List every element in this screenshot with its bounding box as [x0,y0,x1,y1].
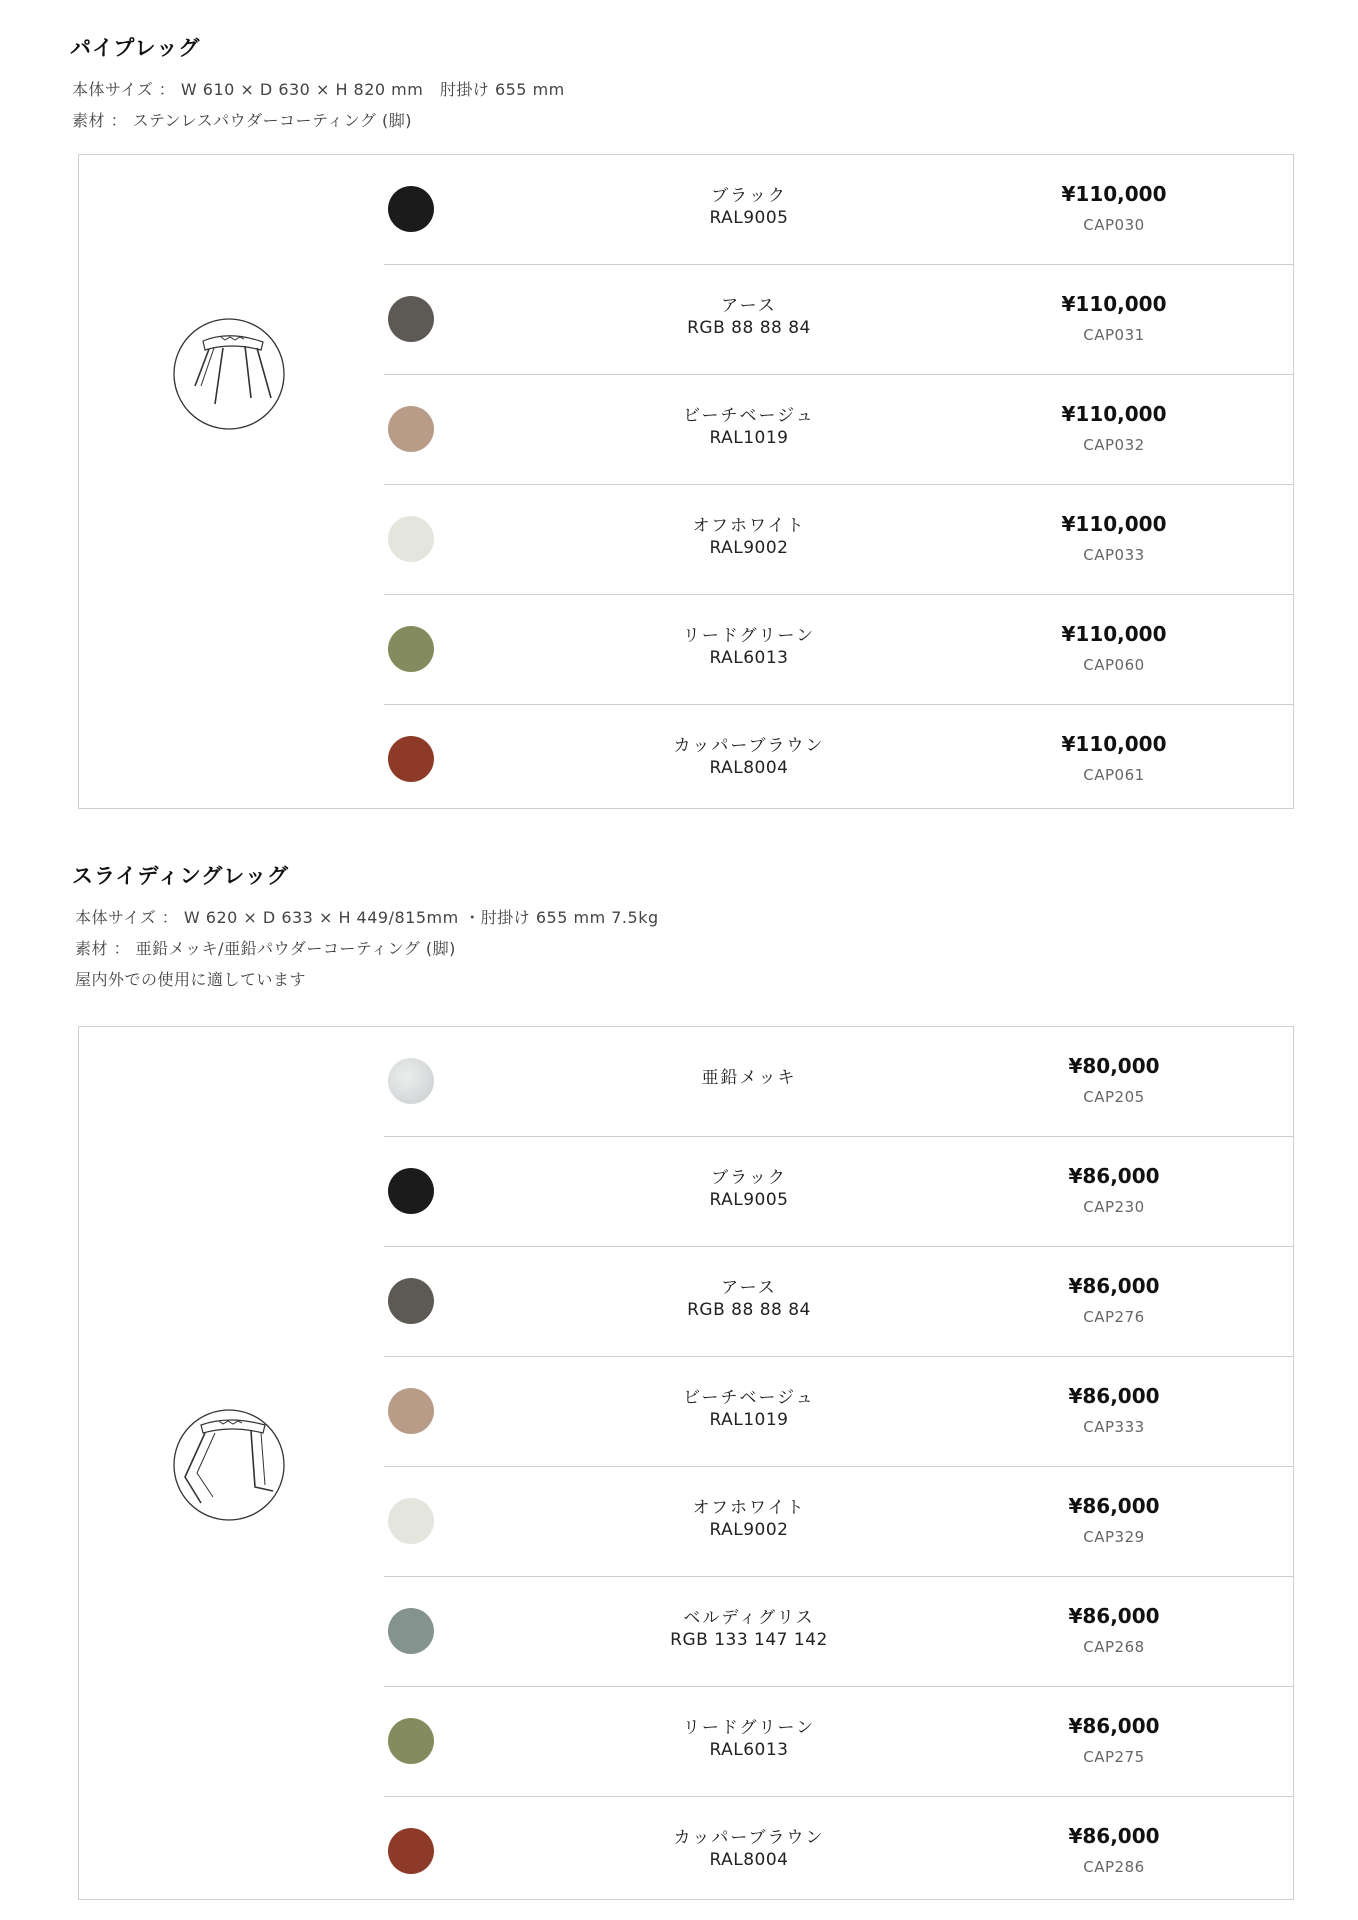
pipe-leg-chair-icon [171,316,287,432]
price: ¥86,000 [1068,1714,1160,1738]
color-swatch [388,406,434,452]
product-code: CAP286 [1083,1858,1145,1876]
product-code: CAP333 [1083,1418,1145,1436]
product-code: CAP031 [1083,326,1145,344]
color-swatch [388,1058,434,1104]
color-name: ビーチベージュ RAL1019 [614,1387,884,1431]
color-name: リードグリーン RAL6013 [614,625,884,669]
color-name: アース RGB 88 88 84 [614,1277,884,1321]
color-swatch [388,736,434,782]
color-name: 亜鉛メッキ [701,1068,797,1088]
color-swatch [388,1828,434,1874]
color-option-row[interactable] [384,1467,1293,1577]
spec-material: 素材 ： 亜鉛メッキ/亜鉛パウダーコーティング (脚) [75,939,456,958]
color-option-row[interactable] [384,1137,1293,1247]
color-swatch [388,186,434,232]
price: ¥110,000 [1061,292,1167,316]
color-code: RAL9002 [709,1520,789,1540]
section-title-pipe-leg: パイプレッグ [70,36,201,60]
price: ¥86,000 [1068,1384,1160,1408]
color-swatch [388,1278,434,1324]
price: ¥86,000 [1068,1494,1160,1518]
product-code: CAP275 [1083,1748,1145,1766]
price: ¥110,000 [1061,512,1167,536]
price: ¥86,000 [1068,1274,1160,1298]
color-name: リードグリーン RAL6013 [614,1717,884,1761]
color-option-list [384,1027,1293,1906]
section-title-sliding-leg: スライディングレッグ [72,864,290,888]
color-option-row[interactable] [384,1357,1293,1467]
spec-size: 本体サイズ ： W 610 × D 630 × H 820 mm 肘掛け 655 mm [72,80,565,99]
product-code: CAP329 [1083,1528,1145,1546]
price: ¥110,000 [1061,622,1167,646]
color-option-row[interactable] [384,1247,1293,1357]
color-swatch [388,1608,434,1654]
price: ¥110,000 [1061,732,1167,756]
color-option-row[interactable] [384,1687,1293,1797]
color-option-panel-sliding-leg [78,1026,1294,1900]
color-code: RAL9005 [709,1190,789,1210]
product-code: CAP033 [1083,546,1145,564]
price: ¥86,000 [1068,1604,1160,1628]
color-code: RAL8004 [709,758,789,778]
color-name: ベルディグリス RGB 133 147 142 [614,1607,884,1651]
color-code: RGB 88 88 84 [687,1300,811,1320]
color-option-row[interactable] [384,705,1293,814]
color-option-panel-pipe-leg [78,154,1294,809]
color-swatch [388,1498,434,1544]
color-code: RAL1019 [709,428,789,448]
color-option-row[interactable] [384,265,1293,375]
color-option-row[interactable] [384,155,1293,265]
color-code: RAL9002 [709,538,789,558]
price: ¥110,000 [1061,182,1167,206]
color-swatch [388,626,434,672]
color-code: RGB 133 147 142 [670,1630,828,1650]
color-option-row[interactable] [384,1577,1293,1687]
price: ¥110,000 [1061,402,1167,426]
color-name: ブラック RAL9005 [614,185,884,229]
color-code: RGB 88 88 84 [687,318,811,338]
color-swatch [388,1168,434,1214]
color-name: カッパーブラウン RAL8004 [614,735,884,779]
color-option-row[interactable] [384,485,1293,595]
color-swatch [388,296,434,342]
price: ¥86,000 [1068,1164,1160,1188]
color-option-list [384,155,1293,814]
price: ¥80,000 [1068,1054,1160,1078]
product-code: CAP205 [1083,1088,1145,1106]
color-swatch [388,516,434,562]
color-name: ビーチベージュ RAL1019 [614,405,884,449]
product-code: CAP061 [1083,766,1145,784]
color-swatch [388,1718,434,1764]
product-code: CAP032 [1083,436,1145,454]
color-option-row[interactable] [384,375,1293,485]
color-code: RAL9005 [709,208,789,228]
product-code: CAP268 [1083,1638,1145,1656]
color-code: RAL8004 [709,1850,789,1870]
color-name: アース RGB 88 88 84 [614,295,884,339]
color-code: RAL1019 [709,1410,789,1430]
spec-material: 素材 ： ステンレスパウダーコーティング (脚) [72,111,412,130]
color-name: ブラック RAL9005 [614,1167,884,1211]
color-option-row[interactable] [384,1027,1293,1137]
color-code: RAL6013 [709,648,789,668]
price: ¥86,000 [1068,1824,1160,1848]
spec-usage: 屋内外での使用に適しています [75,970,307,989]
product-code: CAP060 [1083,656,1145,674]
spec-size: 本体サイズ ： W 620 × D 633 × H 449/815mm ・肘掛け 655 mm 7.5kg [75,908,659,927]
product-code: CAP276 [1083,1308,1145,1326]
color-name: カッパーブラウン RAL8004 [614,1827,884,1871]
color-option-row[interactable] [384,595,1293,705]
color-swatch [388,1388,434,1434]
product-code: CAP230 [1083,1198,1145,1216]
color-name: オフホワイト RAL9002 [614,515,884,559]
product-code: CAP030 [1083,216,1145,234]
color-code: RAL6013 [709,1740,789,1760]
color-name: オフホワイト RAL9002 [614,1497,884,1541]
sliding-leg-chair-icon [171,1407,287,1523]
color-option-row[interactable] [384,1797,1293,1906]
